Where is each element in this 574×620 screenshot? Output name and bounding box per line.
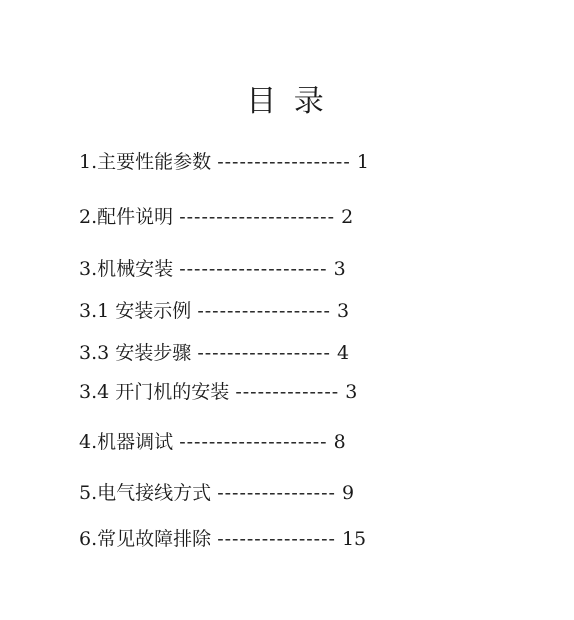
toc-entry-number: 3.3 [79, 342, 116, 364]
toc-entry-leader: --------------------- [179, 206, 336, 228]
toc-entry-page: 3 [336, 300, 350, 322]
toc-entry-label: 常见故障排除 [97, 528, 212, 550]
toc-entry [79, 299, 349, 323]
toc-entry-leader: -------------------- [179, 258, 328, 280]
toc-entry-page: 8 [333, 431, 346, 453]
toc-entry [79, 527, 366, 551]
toc-entry-leader: ------------------ [197, 300, 331, 322]
toc-entry-leader: ---------------- [217, 528, 336, 550]
toc-entry [79, 430, 346, 454]
toc-entry-label: 机器调试 [97, 431, 180, 453]
toc-entry-page: 3 [333, 258, 346, 280]
toc-entry-label: 机械安装 [97, 258, 180, 280]
toc-entry-number: 6. [79, 528, 98, 550]
toc-entry [79, 205, 353, 229]
toc-entry-number: 5. [79, 482, 98, 504]
toc-entry-leader: ---------------- [217, 482, 336, 504]
toc-entry-page: 2 [341, 206, 354, 228]
toc-entry-label: 开门机的安装 [115, 381, 236, 403]
toc-entry-leader: ------------------ [197, 342, 331, 364]
toc-entry-page: 9 [341, 482, 355, 504]
toc-entry [79, 341, 349, 365]
toc-entry-number: 1. [79, 151, 98, 173]
toc-entry-number: 3. [79, 258, 98, 280]
toc-entry-page: 3 [345, 381, 358, 403]
toc-entry-label: 安装示例 [115, 300, 192, 322]
toc-entry-label: 电气接线方式 [97, 482, 218, 504]
toc-entry-leader: -------------- [235, 381, 340, 403]
toc-entry [79, 380, 357, 404]
toc-entry [79, 150, 369, 174]
toc-entry [79, 257, 346, 281]
toc-entry-label: 配件说明 [97, 206, 174, 228]
toc-entry-page: 1 [356, 151, 369, 173]
toc-entry-number: 2. [79, 206, 98, 228]
toc-entry [79, 481, 354, 505]
toc-entry-page: 15 [341, 528, 367, 550]
page-title: 目 录 [246, 84, 328, 119]
toc-entry-label: 安装步骤 [115, 342, 192, 364]
toc-entry-leader: -------------------- [179, 431, 328, 453]
toc-entry-label: 主要性能参数 [97, 151, 212, 173]
toc-entry-number: 3.1 [79, 300, 116, 322]
toc-entry-leader: ------------------ [217, 151, 351, 173]
toc-entry-page: 4 [336, 342, 350, 364]
toc-entry-number: 3.4 [79, 381, 116, 403]
toc-entry-number: 4. [79, 431, 98, 453]
